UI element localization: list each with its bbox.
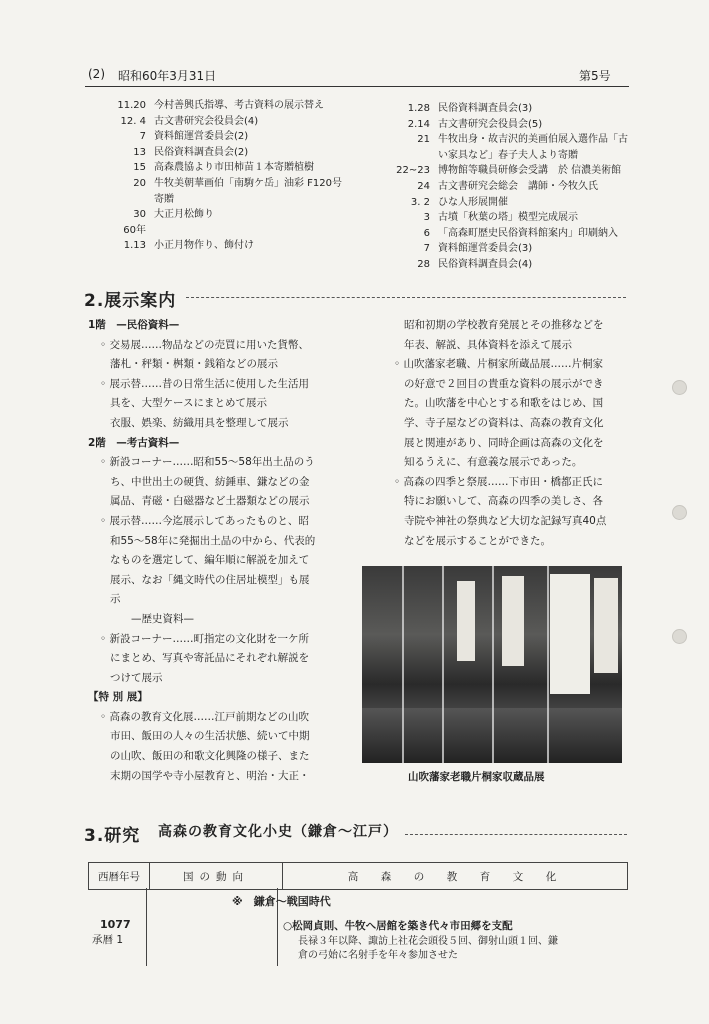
entry-text: 資料館運営委員会(3) [438, 243, 533, 255]
floor-heading: 【特 別 展】 [88, 691, 148, 704]
entry-date: 15 [133, 162, 146, 174]
entry-date: 21 [417, 134, 430, 146]
text-line: —歴史資料— [110, 612, 194, 625]
entry-date: 1.13 [123, 240, 146, 252]
chronology-entry [364, 210, 628, 226]
exhibit-photo [362, 566, 622, 763]
entry-text: 牛牧出身・故吉沢的美画伯展入選作品「古 [438, 134, 628, 146]
entry-text: 牛牧美朝華画伯「南駒ケ岳」油彩 F120号 [154, 177, 343, 189]
text-line: ◦ 展示替……昔の日常生活に使用した生活用 [100, 377, 310, 390]
col-header-year: 西暦年号 [89, 863, 150, 890]
section-heading-exhibits: 2.展示案内 [84, 291, 177, 311]
floor-heading: 1階 —民俗資料— [88, 319, 180, 331]
entry-text: 高森農協より市田柿苗１本寄贈植樹 [154, 162, 314, 174]
section-number-research: 3.研究 [84, 826, 141, 846]
text-line: 展と関連があり、同時企画は高森の文化を [404, 436, 604, 449]
text-line: 和55〜58年に発掘出土品の中から、代表的 [110, 534, 316, 547]
chronology-entry [88, 129, 342, 145]
text-line: ◦ 交易展……物品などの売買に用いた貨幣、 [100, 338, 310, 351]
entry-text: 倉の弓始に名射手を年々参加させた [298, 950, 458, 961]
chronology-left [88, 98, 342, 254]
text-line: 特にお願いして、高森の四季の美しさ、各 [404, 495, 603, 508]
table-divider [146, 888, 147, 966]
entry-text: 博物館等職員研修会受講 於 信濃美術館 [438, 165, 622, 177]
history-table-header [88, 862, 628, 890]
exhibit-column-left [88, 316, 360, 786]
text-line: 示 [110, 593, 121, 606]
entry-date: 24 [417, 180, 430, 192]
heading-rule [405, 834, 627, 835]
entry-date [88, 192, 154, 208]
text-line: 寺院や神社の祭典など大切な記録写真40点 [404, 514, 607, 527]
entry-text: 長禄３年以降、諏訪上社花会頭役５回、御射山頭１回、鎌 [298, 936, 558, 947]
text-line: などを展示することができた。 [404, 534, 551, 547]
entry-date: 20 [133, 177, 146, 189]
entry-text: 民俗資料調査員会(4) [438, 258, 533, 270]
text-line: ◦ 展示替……今迄展示してあったものと、昭 [100, 514, 309, 527]
entry-title: ○松岡貞則、牛牧へ居館を築き代々市田郷を支配 [283, 920, 513, 932]
text-line: ◦ 高森の四季と祭展……下市田・橋都正氏に [394, 475, 604, 488]
entry-date: 1.28 [407, 103, 430, 114]
entry-date: 60年 [123, 224, 146, 236]
entry-text: 古文書研究会総会 講師・今牧久氏 [438, 180, 598, 192]
text-line: なものを選定して、編年順に解説を加えて [110, 554, 310, 567]
photo-caption: 山吹藩家老職片桐家収蔵品展 [408, 771, 545, 783]
section-heading-research: 高森の教育文化小史（鎌倉〜江戸） [158, 824, 398, 840]
col-header-national: 国の動向 [150, 863, 283, 890]
text-line: た。山吹藩を中心とする和歌をはじめ、国 [404, 397, 604, 410]
text-line: ち、中世出土の硬貨、紡錘車、鎌などの金 [110, 475, 310, 488]
page-number: (2) [88, 67, 105, 81]
text-line: 年表、解説、具体資料を添えて展示 [404, 338, 572, 351]
entry-text: 今村善興氏指導、考古資料の展示替え [154, 100, 324, 111]
entry-date: 7 [139, 131, 146, 143]
chronology-entry [88, 160, 342, 176]
entry-date: 13 [133, 146, 146, 158]
text-line: にまとめ、写真や寄託品にそれぞれ解説を [110, 652, 310, 665]
chronology-right [364, 101, 628, 273]
entry-date: 11.20 [117, 100, 146, 111]
issue-number: 第5号 [579, 69, 611, 83]
entry-date: 30 [133, 209, 146, 221]
entry-text: 古墳「秋葉の塔」模型完成展示 [438, 212, 578, 224]
entry-text: ひな人形展開催 [438, 196, 508, 208]
chronology-entry [364, 179, 628, 195]
entry-text: 古文書研究会役員会(5) [438, 118, 543, 130]
chronology-entry [364, 195, 628, 211]
binder-hole [672, 380, 687, 395]
heading-rule [186, 297, 626, 298]
chronology-entry [364, 163, 628, 179]
entry-date: 12. 4 [120, 115, 146, 127]
binder-hole [672, 505, 687, 520]
entry-text: 大正月松飾り [154, 209, 214, 221]
chronology-entry [88, 192, 342, 208]
exhibit-column-right [382, 316, 632, 551]
entry-date: 3. 2 [410, 196, 430, 208]
chronology-entry [364, 257, 628, 273]
entry-date [364, 148, 438, 164]
text-line: 知るうえに、有意義な展示であった。 [404, 456, 583, 469]
entry-date: 28 [417, 258, 430, 270]
text-line: つけて展示 [110, 671, 163, 684]
entry-date: 6 [423, 227, 430, 239]
chronology-entry [88, 145, 342, 161]
entry-text: 寄贈 [154, 193, 174, 205]
entry-date: 2.14 [407, 118, 430, 130]
chronology-entry [88, 114, 342, 130]
entry-text: 「高森町歴史民俗資料館案内」印刷納入 [438, 227, 618, 239]
entry-date: 7 [423, 243, 430, 255]
entry-text: 資料館運営委員会(2) [154, 131, 249, 143]
era-heading: ※ 鎌倉〜戦国時代 [232, 895, 331, 908]
text-line: ◦ 高森の教育文化展……江戸前期などの山吹 [100, 710, 310, 723]
text-line: ◦ 新設コーナー……昭和55〜58年出土品のう [100, 456, 315, 469]
text-line: 昭和初期の学校教育発展とその推移などを [404, 319, 604, 331]
text-line: ◦ 新設コーナー……町指定の文化財を一ケ所 [100, 632, 310, 645]
era-name-cell: 承暦 1 [92, 934, 124, 946]
floor-heading: 2階 —考古資料— [88, 436, 180, 449]
chronology-entry [364, 132, 628, 148]
text-line: 市田、飯田の人々の生活状態、続いて中期 [110, 730, 310, 743]
entry-text: 民俗資料調査員会(2) [154, 146, 249, 158]
text-line: 学、寺子屋などの資料は、高森の教育文化 [404, 416, 604, 429]
entry-text: 民俗資料調査員会(3) [438, 103, 533, 114]
entry-text: 小正月物作り、飾付け [154, 240, 254, 252]
text-line: 具を、大型ケースにまとめて展示 [110, 397, 267, 410]
binder-hole [672, 629, 687, 644]
text-line: の好意で２回目の貴重な資料の展示ができ [404, 377, 604, 390]
chronology-entry [364, 241, 628, 257]
chronology-entry [88, 207, 342, 223]
text-line: 展示、なお「縄文時代の住居址模型」も展 [110, 573, 310, 586]
chronology-entry [88, 176, 342, 192]
chronology-entry [88, 98, 342, 114]
entry-text: い家具など」春子夫人より寄贈 [438, 149, 578, 161]
chronology-entry [88, 238, 342, 254]
chronology-entry [364, 148, 628, 164]
year-cell: 1077 [100, 918, 131, 931]
entry-date: 22~23 [396, 165, 430, 177]
chronology-entry [88, 223, 342, 239]
text-line: ◦ 山吹藩家老職、片桐家所蔵品展……片桐家 [394, 358, 604, 371]
text-line: 末期の国学や寺小屋教育と、明治・大正・ [110, 769, 310, 782]
chronology-entry [364, 101, 628, 117]
text-line: の山吹、飯田の和歌文化興隆の様子、また [110, 750, 310, 763]
issue-date: 昭和60年3月31日 [118, 69, 217, 83]
text-line: 衣服、娯楽、紡織用具を整理して展示 [110, 416, 289, 429]
text-line: 属品、青磁・白磁器など土器類などの展示 [110, 495, 310, 508]
chronology-entry [364, 226, 628, 242]
entry-text: 古文書研究会役員会(4) [154, 115, 259, 127]
col-header-local: 高 森 の 教 育 文 化 [283, 863, 628, 890]
chronology-entry [364, 117, 628, 133]
text-line: 藩札・秤類・桝類・銭箱などの展示 [110, 358, 278, 371]
entry-date: 3 [423, 212, 430, 224]
header-rule [85, 86, 629, 87]
